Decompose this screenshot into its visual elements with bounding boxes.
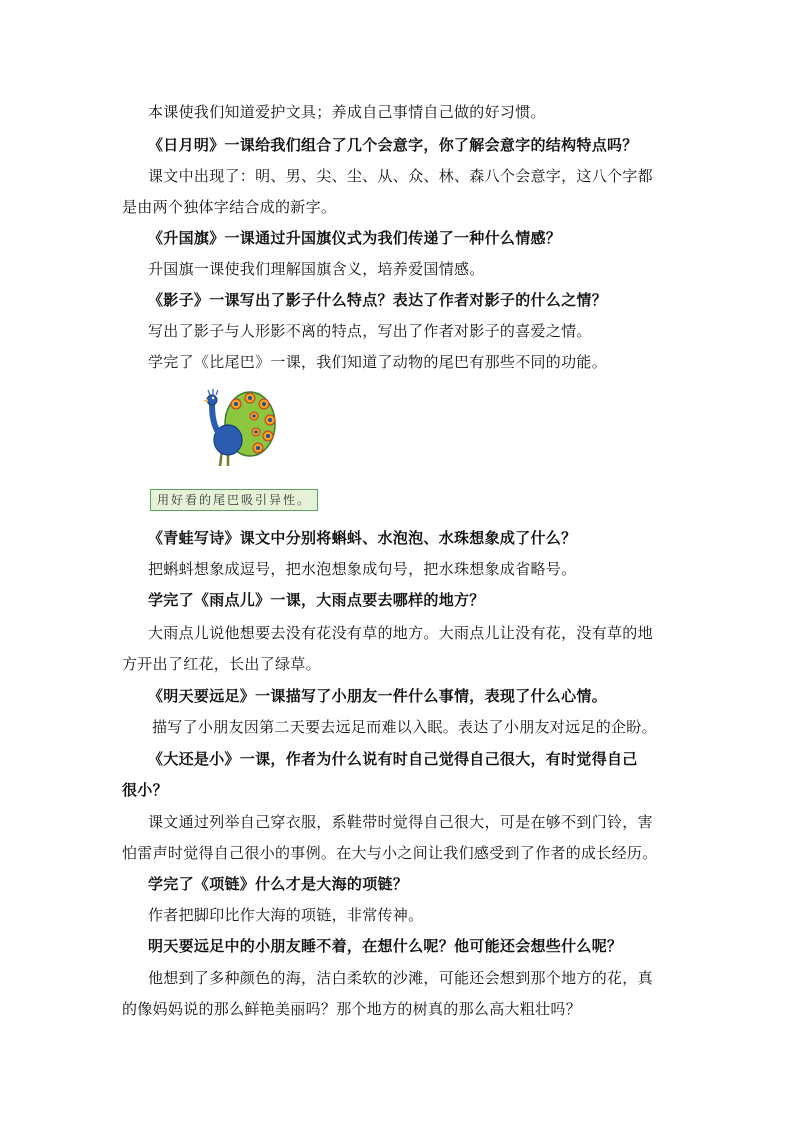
peacock-illustration	[198, 388, 276, 472]
answer-line: 的像妈妈说的那么鲜艳美丽吗？那个地方的树真的那么高大粗壮吗？	[122, 1000, 582, 1018]
answer-line: 升国旗一课使我们理解国旗含义，培养爱国情感。	[148, 260, 485, 278]
question-line: 《大还是小》一课，作者为什么说有时自己觉得自己很大，有时觉得自己	[148, 750, 638, 768]
figure-caption: 用好看的尾巴吸引异性。	[150, 489, 318, 511]
answer-line: 是由两个独体字结合成的新字。	[122, 198, 337, 216]
question-line: 很小？	[122, 781, 168, 799]
question-line: 学完了《雨点儿》一课，大雨点要去哪样的地方？	[148, 591, 485, 609]
question-line: 《升国旗》一课通过升国旗仪式为我们传递了一种什么情感？	[148, 229, 562, 247]
question-line: 《影子》一课写出了影子什么特点？表达了作者对影子的什么之情？	[148, 291, 608, 309]
question-line: 学完了《项链》什么才是大海的项链？	[148, 875, 409, 893]
answer-line: 描写了小朋友因第二天要去远足而难以入眠。表达了小朋友对远足的企盼。	[152, 718, 657, 736]
question-line: 《青蛙写诗》课文中分别将蝌蚪、水泡泡、水珠想象成了什么？	[148, 529, 577, 547]
answer-line: 把蝌蚪想象成逗号，把水泡想象成句号，把水珠想象成省略号。	[148, 560, 577, 578]
question-line: 《明天要远足》一课描写了小朋友一件什么事情，表现了什么心情。	[148, 687, 608, 705]
answer-line: 他想到了多种颜色的海，洁白柔软的沙滩，可能还会想到那个地方的花，真	[148, 969, 653, 987]
question-line: 《日月明》一课给我们组合了几个会意字，你了解会意字的结构特点吗？	[148, 136, 638, 154]
answer-line: 课文中出现了：明、男、尖、尘、从、众、林、森八个会意字，这八个字都	[148, 167, 653, 185]
answer-line: 本课使我们知道爱护文具；养成自己事情自己做的好习惯。	[148, 103, 546, 121]
answer-line: 学完了《比尾巴》一课，我们知道了动物的尾巴有那些不同的功能。	[148, 353, 608, 371]
answer-line: 课文通过列举自己穿衣服，系鞋带时觉得自己很大，可是在够不到门铃，害	[148, 813, 653, 831]
answer-line: 写出了影子与人形影不离的特点，写出了作者对影子的喜爱之情。	[148, 322, 592, 340]
answer-line: 方开出了红花，长出了绿草。	[122, 655, 321, 673]
answer-line: 大雨点儿说他想要去没有花没有草的地方。大雨点儿让没有花，没有草的地	[148, 624, 653, 642]
answer-line: 作者把脚印比作大海的项链，非常传神。	[148, 906, 424, 924]
answer-line: 怕雷声时觉得自己很小的事例。在大与小之间让我们感受到了作者的成长经历。	[122, 844, 658, 862]
question-line: 明天要远足中的小朋友睡不着，在想什么呢？他可能还会想些什么呢？	[148, 937, 623, 955]
